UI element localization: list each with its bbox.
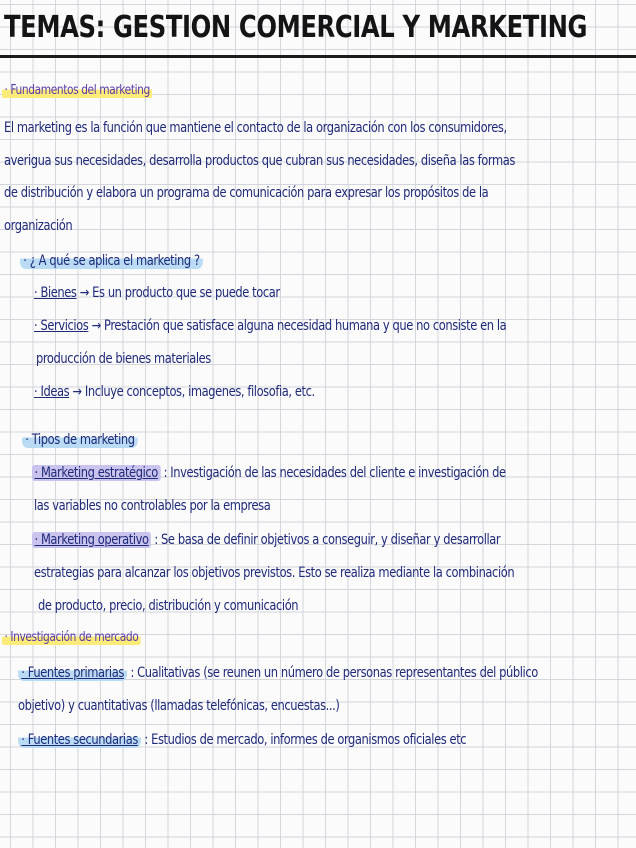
item-operativo-label: · Marketing operativo: [32, 532, 151, 548]
item-estrategico-label: · Marketing estratégico: [32, 465, 160, 481]
item-servicios-cont: producción de bienes materiales: [36, 351, 211, 367]
subheading-aplicacion: · ¿ A qué se aplica el marketing ?: [20, 253, 203, 269]
page-title: TEMAS: GESTION COMERCIAL Y MARKETING: [4, 10, 588, 45]
item-estrategico-cont: las variables no controlables por la empresa: [34, 498, 271, 514]
item-fuentes-primarias-label: · Fuentes primarias: [18, 665, 127, 681]
paragraph-line-1: El marketing es la función que mantiene el contacto de la organización con los consumidores,: [4, 120, 507, 136]
item-servicios: [34, 318, 506, 334]
item-ideas-label: · Ideas: [34, 384, 70, 400]
item-fuentes-secundarias-text: : Estudios de mercado, informes de organismos oficiales etc: [141, 732, 467, 748]
item-fuentes-primarias-cont: objetivo) y cuantitativas (llamadas telefónicas, encuestas...): [18, 698, 340, 714]
item-fuentes-primarias: [18, 665, 538, 681]
item-ideas: [34, 384, 315, 400]
subheading-tipos: · Tipos de marketing: [22, 432, 138, 448]
paragraph-line-2: averigua sus necesidades, desarrolla productos que cubran sus necesidades, diseña las formas: [4, 153, 515, 169]
item-estrategico: [32, 465, 506, 481]
item-operativo-cont-1: estrategias para alcanzar los objetivos previstos. Esto se realiza mediante la combinación: [34, 565, 515, 581]
paragraph-line-4: organización: [4, 218, 73, 234]
item-servicios-label: · Servicios: [34, 318, 89, 334]
item-servicios-text: → Prestación que satisface alguna necesidad humana y que no consiste en la: [88, 318, 507, 334]
paragraph-line-3: de distribución y elabora un programa de comunicación para expresar los propósitos de la: [4, 185, 489, 201]
item-estrategico-text: : Investigación de las necesidades del cliente e investigación de: [160, 465, 506, 481]
item-bienes-text: → Es un producto que se puede tocar: [76, 285, 280, 301]
item-fuentes-secundarias: [18, 732, 466, 748]
section-heading-fundamentos: · Fundamentos del marketing: [2, 83, 152, 98]
item-bienes: [34, 285, 280, 301]
item-operativo-cont-2: de producto, precio, distribución y comunicación: [38, 598, 299, 614]
item-ideas-text: → Incluye conceptos, imagenes, filosofia, etc.: [69, 384, 315, 400]
section-heading-investigacion: · Investigación de mercado: [2, 630, 141, 645]
item-operativo-text: : Se basa de definir objetivos a conseguir, y diseñar y desarrollar: [151, 532, 501, 548]
item-operativo: [32, 532, 500, 548]
title-underline: [0, 55, 636, 58]
item-fuentes-secundarias-label: · Fuentes secundarias: [18, 732, 141, 748]
item-fuentes-primarias-text: : Cualitativas (se reunen un número de personas representantes del público: [127, 665, 538, 681]
item-bienes-label: · Bienes: [34, 285, 77, 301]
